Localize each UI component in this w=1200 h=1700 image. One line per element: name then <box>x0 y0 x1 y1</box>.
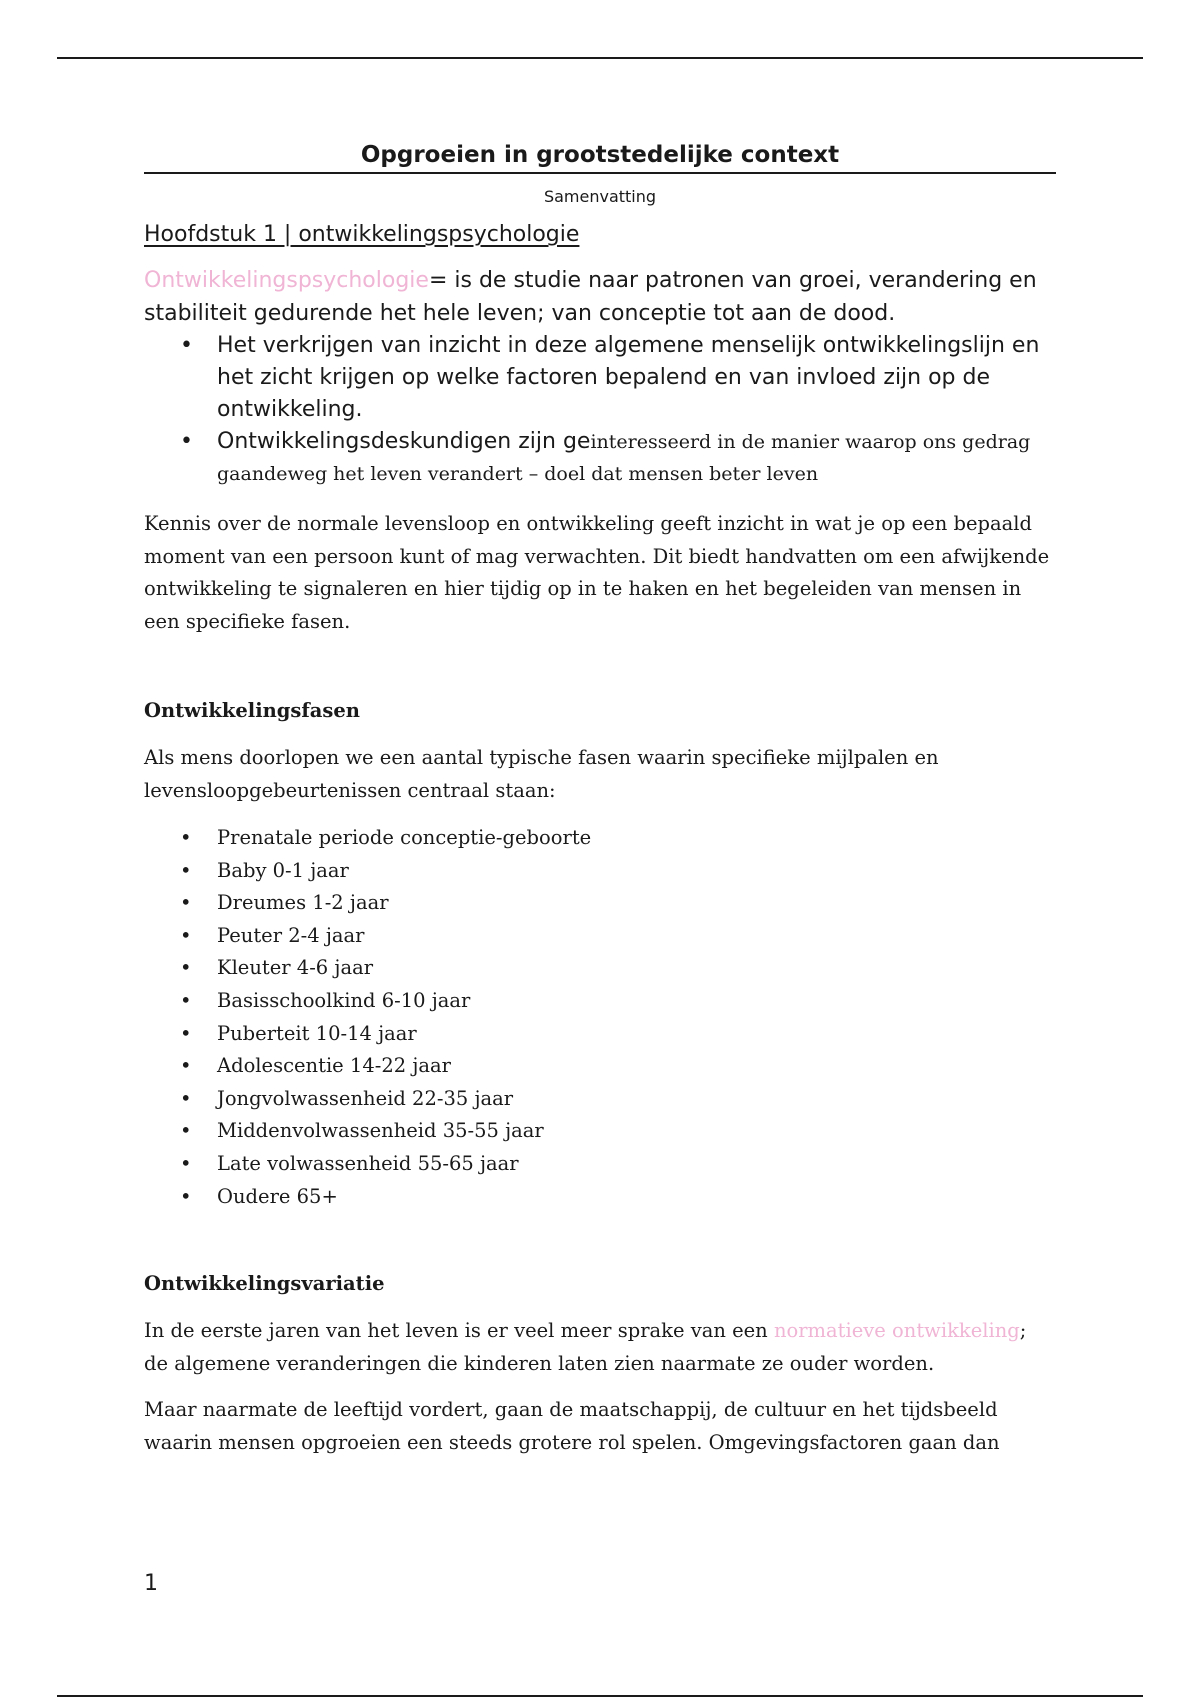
list-item <box>144 985 1056 1018</box>
bullet-icon: • <box>180 858 192 882</box>
list-item-text: Puberteit 10-14 jaar <box>217 1021 417 1045</box>
bullet-icon: • <box>180 1151 192 1175</box>
list-item-text: Late volwassenheid 55-65 jaar <box>217 1151 519 1175</box>
defined-term: Ontwikkelingspsychologie <box>144 268 429 293</box>
knowledge-paragraph: Kennis over de normale levensloop en ontwikkeling geeft inzicht in wat je op een bepaald moment van een persoon kunt of mag verwachten. Dit biedt handvatten om een afwijkende ontwikkeling te signaleren en hier tijdig op in te haken en het begeleiden van mensen in een specifieke fasen. <box>144 512 1050 633</box>
section-heading-phases: Ontwikkelingsfasen <box>144 699 360 722</box>
list-item <box>144 1148 1056 1181</box>
list-item <box>144 1018 1056 1051</box>
bullet-icon: • <box>180 1184 192 1208</box>
page-number: 1 <box>144 1571 158 1596</box>
bullet-icon: • <box>180 333 193 358</box>
list-item-text: Basisschoolkind 6-10 jaar <box>217 988 471 1012</box>
document-subtitle: Samenvatting <box>543 187 657 206</box>
variation-paragraph-1 <box>144 1315 1056 1380</box>
phases-list <box>144 822 1056 1213</box>
list-item-text: Middenvolwassenheid 35-55 jaar <box>217 1119 544 1143</box>
bullet-icon: • <box>180 429 193 454</box>
list-item <box>144 855 1056 888</box>
list-item <box>144 1115 1056 1148</box>
bullet-icon: • <box>180 956 192 980</box>
list-item <box>144 822 1056 855</box>
list-item-text: Dreumes 1-2 jaar <box>217 891 389 915</box>
page-bottom-rule <box>57 1695 1143 1697</box>
bullet-icon: • <box>180 1119 192 1143</box>
chapter-heading: Hoofdstuk 1 | ontwikkelingspsychologie <box>144 222 580 247</box>
list-item <box>144 887 1056 920</box>
document-title: Opgroeien in grootstedelijke context <box>144 140 1056 174</box>
list-item <box>144 920 1056 953</box>
definition-paragraph <box>144 264 1056 330</box>
list-item-text-serif: interesseerd in de manier waarop ons gedrag gaandeweg het leven verandert – doel dat mensen beter leven <box>217 431 1031 485</box>
list-item-text: Het verkrijgen van inzicht in deze algemene menselijk ontwikkelingslijn en het zicht krijgen op welke factoren bepalend en van invloed zijn op de ontwikkeling. <box>217 333 1040 422</box>
definition-text: = is de studie naar patronen van groei, verandering en stabiliteit gedurende het hele leven; van conceptie tot aan de dood. <box>144 268 1037 326</box>
variation-text: ; de algemene veranderingen die kinderen laten zien naarmate ze ouder worden. <box>144 1319 1027 1375</box>
list-item <box>144 1050 1056 1083</box>
list-item-text: Adolescentie 14-22 jaar <box>217 1054 451 1078</box>
list-item-text: Peuter 2-4 jaar <box>217 923 365 947</box>
page-top-rule <box>57 57 1143 59</box>
phases-intro-paragraph: Als mens doorlopen we een aantal typische fasen waarin specifieke mijlpalen en levensloopgebeurtenissen centraal staan: <box>144 746 939 802</box>
list-item <box>144 1083 1056 1116</box>
bullet-icon: • <box>180 891 192 915</box>
bullet-icon: • <box>180 988 192 1012</box>
normative-term: normatieve ontwikkeling <box>773 1319 1020 1343</box>
list-item <box>144 1181 1056 1214</box>
list-item-text: Ontwikkelingsdeskundigen zijn ge <box>217 429 591 454</box>
intro-bullet-list <box>144 330 1056 490</box>
document-body <box>144 140 1056 1459</box>
variation-paragraph-2: Maar naarmate de leeftijd vordert, gaan de maatschappij, de cultuur en het tijdsbeeld waarin mensen opgroeien een steeds grotere rol spelen. Omgevingsfactoren gaan dan <box>144 1398 1000 1454</box>
section-heading-variation: Ontwikkelingsvariatie <box>144 1272 385 1296</box>
list-item-text: Baby 0-1 jaar <box>217 858 349 882</box>
variation-text: In de eerste jaren van het leven is er veel meer sprake van een <box>144 1319 774 1343</box>
list-item <box>144 952 1056 985</box>
list-item-text: Prenatale periode conceptie-geboorte <box>217 826 592 849</box>
bullet-icon: • <box>180 923 192 947</box>
bullet-icon: • <box>180 1054 192 1078</box>
bullet-icon: • <box>180 826 192 849</box>
bullet-icon: • <box>180 1086 192 1110</box>
list-item-text: Oudere 65+ <box>217 1184 338 1208</box>
list-item <box>144 330 1056 426</box>
list-item-text: Jongvolwassenheid 22-35 jaar <box>217 1086 514 1110</box>
bullet-icon: • <box>180 1021 192 1045</box>
list-item <box>144 426 1056 490</box>
list-item-text: Kleuter 4-6 jaar <box>217 956 374 980</box>
